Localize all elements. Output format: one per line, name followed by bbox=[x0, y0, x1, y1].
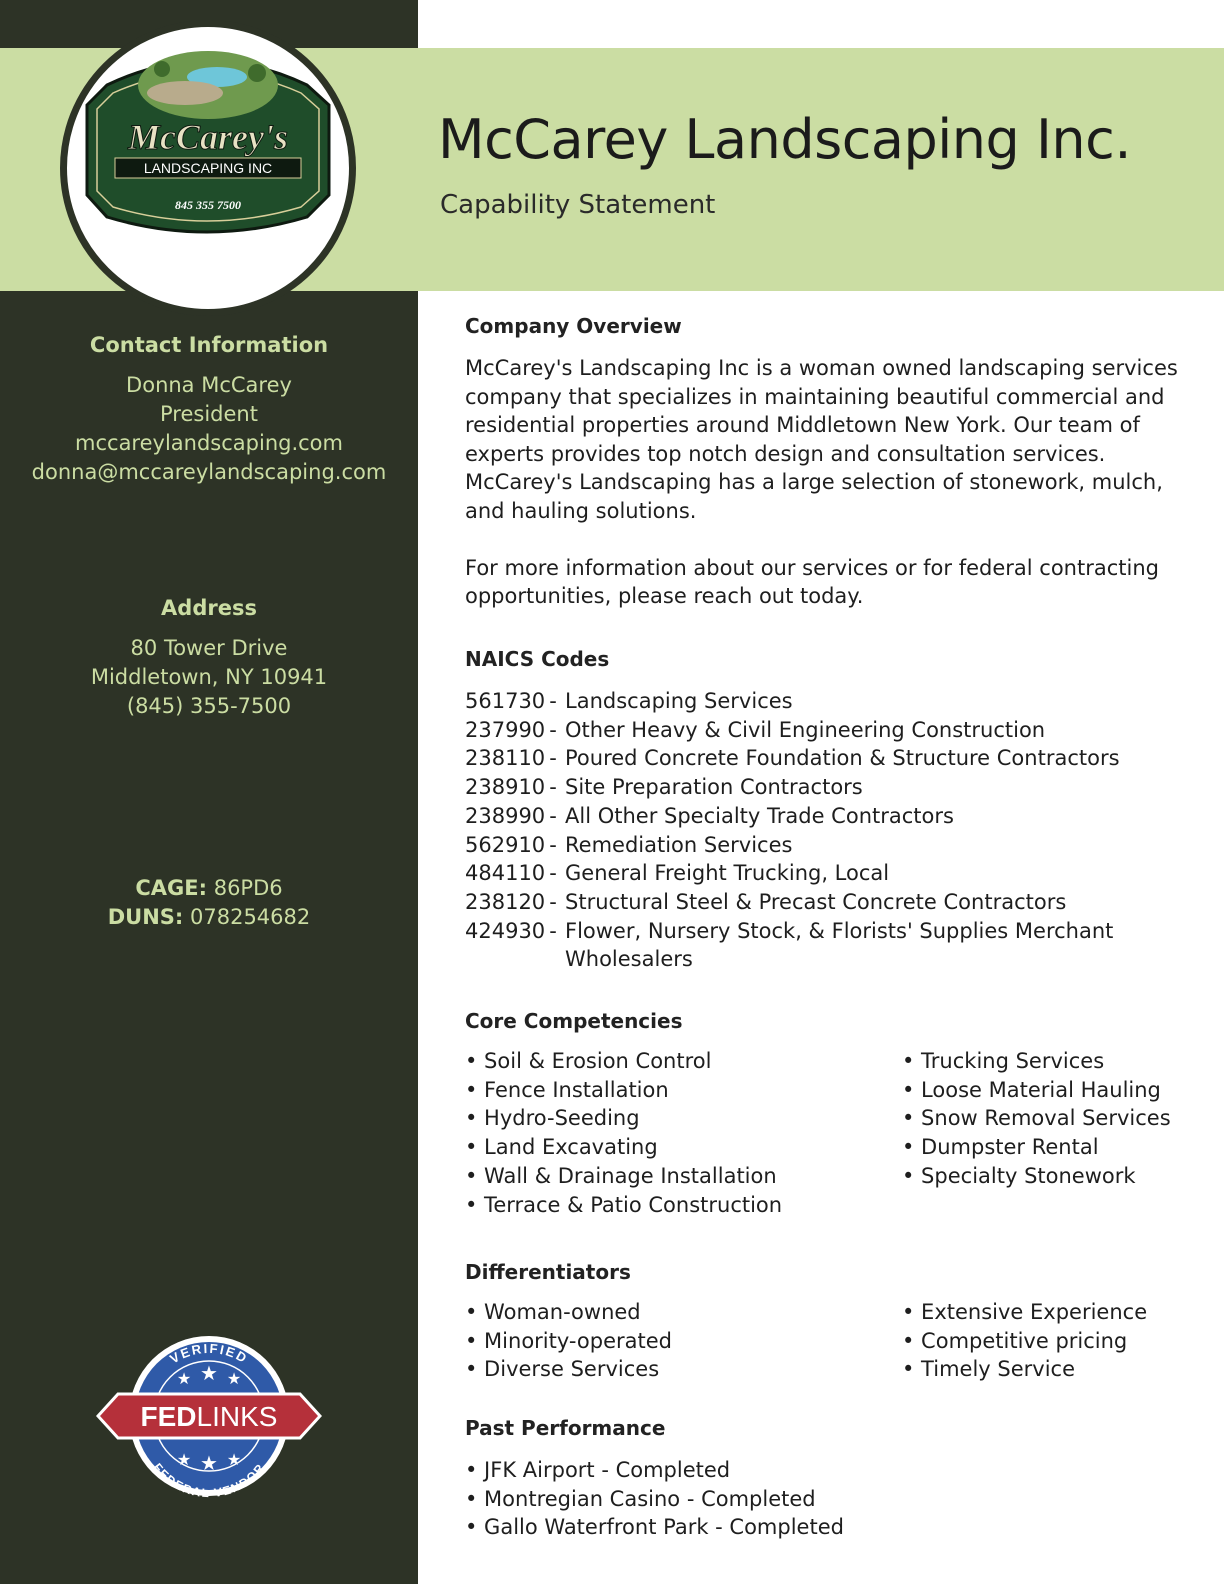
naics-row: 238990 - All Other Specialty Trade Contractors bbox=[465, 803, 954, 828]
svg-text:★: ★ bbox=[200, 1451, 218, 1475]
overview-heading: Company Overview bbox=[465, 314, 682, 338]
list-item: • Soil & Erosion Control bbox=[465, 1049, 712, 1073]
logo-line: LANDSCAPING INC bbox=[143, 160, 273, 176]
svg-text:★: ★ bbox=[176, 1369, 192, 1388]
naics-row: 238120 - Structural Steel & Precast Concrete Contractors bbox=[465, 889, 1067, 914]
list-item: • Wall & Drainage Installation bbox=[465, 1163, 777, 1188]
list-item: • Gallo Waterfront Park - Completed bbox=[465, 1515, 844, 1540]
registration-ids bbox=[0, 874, 418, 932]
fedlinks-badge bbox=[96, 1334, 322, 1504]
past-performance bbox=[465, 1416, 1185, 1542]
core-heading: Core Competencies bbox=[465, 1009, 683, 1033]
list-item: • Minority-operated bbox=[465, 1328, 672, 1353]
badge-top-text: VERIFIED bbox=[167, 1340, 251, 1367]
svg-text:★: ★ bbox=[176, 1450, 192, 1469]
contact-role: President bbox=[160, 402, 258, 426]
address-phone: (845) 355-7500 bbox=[126, 694, 292, 718]
cage-code: CAGE: 86PD6 bbox=[135, 876, 283, 900]
svg-text:★: ★ bbox=[226, 1369, 242, 1388]
logo-name: McCarey's bbox=[128, 117, 288, 157]
list-item: • Hydro-Seeding bbox=[465, 1106, 640, 1131]
core-competencies bbox=[465, 1009, 1185, 1219]
contact-website[interactable]: mccareylandscaping.com bbox=[75, 431, 343, 455]
badge-brand-links: LINKS bbox=[196, 1401, 278, 1432]
address-heading: Address bbox=[161, 596, 257, 620]
list-item: • Timely Service bbox=[902, 1357, 1076, 1382]
logo-phone: 845 355 7500 bbox=[175, 198, 241, 212]
naics-section bbox=[465, 647, 1185, 974]
differentiators bbox=[465, 1260, 1185, 1384]
company-overview bbox=[465, 314, 1185, 611]
list-item: • Loose Material Hauling bbox=[902, 1077, 1161, 1102]
company-title: McCarey Landscaping Inc. bbox=[438, 108, 1131, 171]
contact-name: Donna McCarey bbox=[126, 373, 292, 397]
naics-row: 561730 - Landscaping Services bbox=[465, 689, 793, 713]
duns-number: DUNS: 078254682 bbox=[107, 905, 311, 929]
document-subtitle: Capability Statement bbox=[440, 190, 716, 220]
list-item: • Land Excavating bbox=[465, 1135, 658, 1160]
naics-row: 562910 - Remediation Services bbox=[465, 832, 793, 857]
naics-list bbox=[465, 687, 1185, 974]
naics-row: 484110 - General Freight Trucking, Local bbox=[465, 861, 890, 886]
badge-brand-fed: FED bbox=[140, 1401, 197, 1432]
contact-email[interactable]: donna@mccareylandscaping.com bbox=[31, 460, 387, 484]
list-item: • Extensive Experience bbox=[902, 1300, 1148, 1324]
svg-text:★: ★ bbox=[200, 1361, 218, 1385]
list-item: • Montregian Casino - Completed bbox=[465, 1486, 816, 1511]
list-item: • Snow Removal Services bbox=[902, 1106, 1171, 1131]
list-item: • Competitive pricing bbox=[902, 1328, 1128, 1353]
naics-heading: NAICS Codes bbox=[465, 647, 610, 671]
address-info bbox=[0, 596, 418, 721]
diff-heading: Differentiators bbox=[465, 1260, 631, 1284]
contact-heading: Contact Information bbox=[89, 333, 329, 357]
list-item: • Woman-owned bbox=[465, 1300, 641, 1324]
naics-row: 238110 - Poured Concrete Foundation & Structure Contractors bbox=[465, 746, 1120, 771]
list-item: • JFK Airport - Completed bbox=[465, 1458, 731, 1482]
contact-info bbox=[0, 333, 418, 487]
address-street: 80 Tower Drive bbox=[130, 636, 288, 660]
overview-paragraph: McCarey's Landscaping Inc is a woman owned landscaping services company that specializes in maintaining beautiful commercial and residential properties around Middletown New York. Our team of experts provides top notch design and consultation services. McCarey's Landscaping has a large selection of stonework, mulch, and hauling solutions. bbox=[465, 356, 1178, 523]
list-item: • Specialty Stonework bbox=[902, 1163, 1136, 1188]
svg-text:★: ★ bbox=[226, 1450, 242, 1469]
badge-bottom-text: FEDERAL VENDOR bbox=[150, 1460, 268, 1501]
list-item: • Trucking Services bbox=[902, 1049, 1105, 1073]
contact-paragraph: For more information about our services or for federal contracting opportunities, please reach out today. bbox=[465, 555, 1159, 609]
naics-row: 238910 - Site Preparation Contractors bbox=[465, 775, 863, 800]
list-item: • Dumpster Rental bbox=[902, 1135, 1099, 1160]
address-city: Middletown, NY 10941 bbox=[90, 665, 328, 689]
list-item: • Diverse Services bbox=[465, 1357, 660, 1382]
list-item: • Terrace & Patio Construction bbox=[465, 1192, 783, 1217]
past-heading: Past Performance bbox=[465, 1416, 666, 1440]
company-logo bbox=[60, 20, 356, 316]
list-item: • Fence Installation bbox=[465, 1077, 669, 1102]
naics-row: 237990 - Other Heavy & Civil Engineering Construction bbox=[465, 717, 1046, 742]
svg-text:FEDLINKS bbox=[141, 1401, 278, 1432]
naics-row: 424930 - Flower, Nursery Stock, & Florists' Supplies Merchant Wholesalers bbox=[465, 918, 1114, 972]
